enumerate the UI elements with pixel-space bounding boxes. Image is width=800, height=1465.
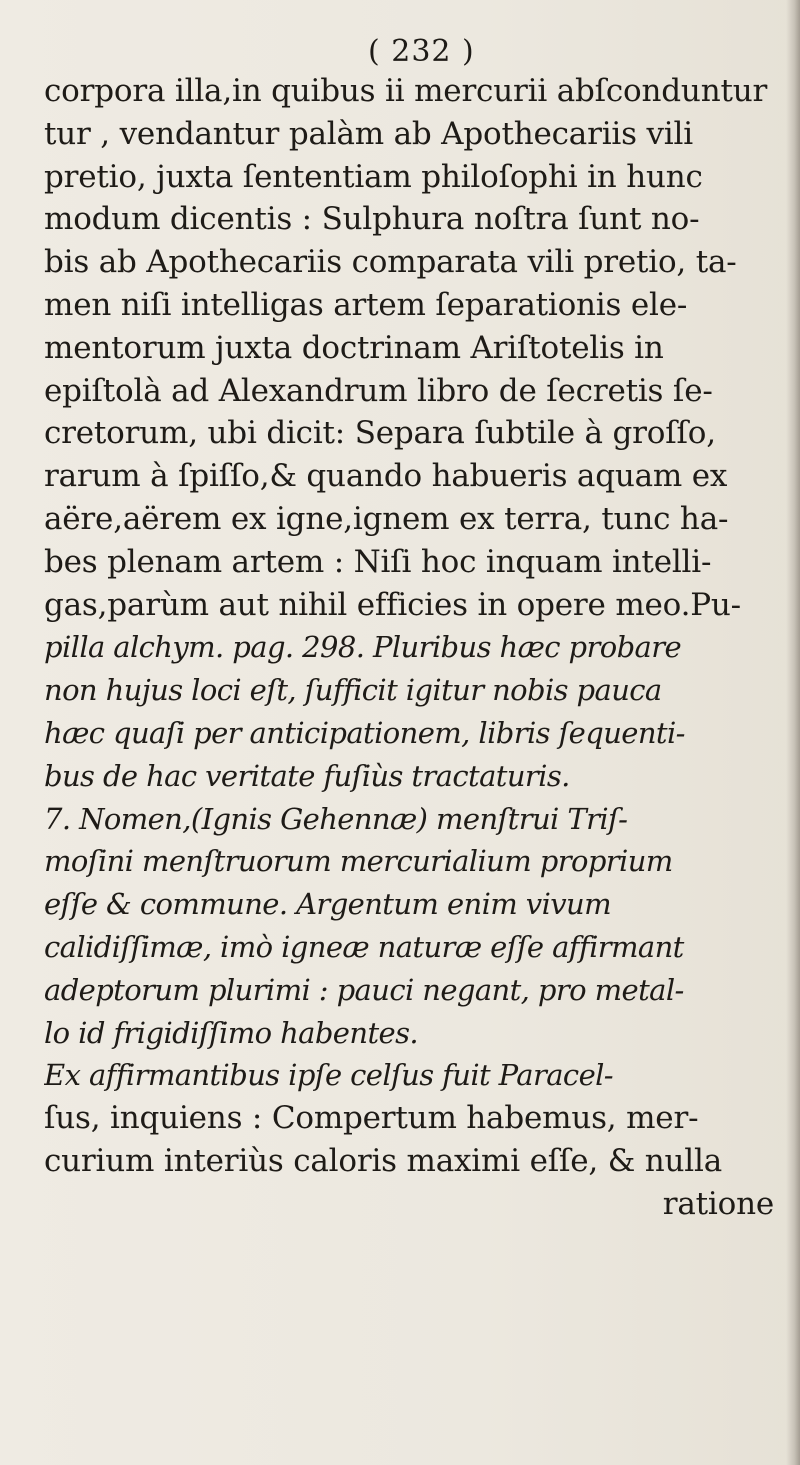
text-line: Ex affirmantibus ipſe celſus fuit Paracel- bbox=[44, 1058, 614, 1093]
text-line: ratione bbox=[662, 1185, 774, 1222]
text-line: calidiſſimæ, imò igneæ naturæ eſſe affirmant bbox=[44, 929, 684, 964]
text-line: moſini menſtruorum mercurialium proprium bbox=[44, 844, 673, 879]
text-line: adeptorum plurimi : pauci negant, pro metal- bbox=[44, 972, 684, 1007]
text-line: bis ab Apothecariis comparata vili pretio, ta- bbox=[44, 244, 737, 281]
text-line: hæc quaſi per anticipationem, libris ſequenti- bbox=[44, 715, 685, 750]
text-line: bes plenam artem : Niſi hoc inquam intelli- bbox=[44, 543, 712, 580]
text-line: mentorum juxta doctrinam Ariſtotelis in bbox=[44, 329, 664, 366]
text-line: gas,parùm aut nihil efficies in opere meo.Pu- bbox=[44, 586, 741, 623]
page-gutter-shadow bbox=[786, 0, 800, 1465]
text-line: ſus, inquiens : Compertum habemus, mer- bbox=[44, 1100, 699, 1137]
text-line: tur , vendantur palàm ab Apothecariis vili bbox=[44, 115, 693, 152]
text-line: pilla alchym. pag. 298. Pluribus hæc probare bbox=[44, 630, 682, 665]
text-line: rarum à ſpiſſo,& quando habueris aquam ex bbox=[44, 458, 728, 495]
text-line: bus de hac veritate fuſiùs tractaturis. bbox=[44, 758, 570, 793]
text-line: lo id frigidiſſimo habentes. bbox=[44, 1015, 418, 1050]
text-line: 7. Nomen,(Ignis Gehennæ) menſtrui Triſ- bbox=[44, 801, 628, 836]
text-line: curium interiùs caloris maximi eſſe, & nulla bbox=[44, 1142, 723, 1179]
text-line: non hujus loci eſt, ſufficit igitur nobis pauca bbox=[44, 673, 662, 708]
text-line: aëre,aërem ex igne,ignem ex terra, tunc ha- bbox=[44, 500, 729, 537]
text-line: pretio, juxta ſententiam philoſophi in hunc bbox=[44, 158, 703, 195]
page-number: ( 232 ) bbox=[368, 34, 475, 69]
text-line: men niſi intelligas artem ſeparationis ele- bbox=[44, 286, 688, 323]
text-line: cretorum, ubi dicit: Separa ſubtile à groſſo, bbox=[44, 415, 716, 452]
text-line: modum dicentis : Sulphura noſtra ſunt no- bbox=[44, 201, 700, 238]
body-text bbox=[44, 70, 784, 1226]
text-line: epiſtolà ad Alexandrum libro de ſecretis ſe- bbox=[44, 372, 713, 409]
text-line: eſſe & commune. Argentum enim vivum bbox=[44, 887, 612, 922]
text-line: corpora illa,in quibus ii mercurii abſconduntur bbox=[44, 73, 768, 109]
